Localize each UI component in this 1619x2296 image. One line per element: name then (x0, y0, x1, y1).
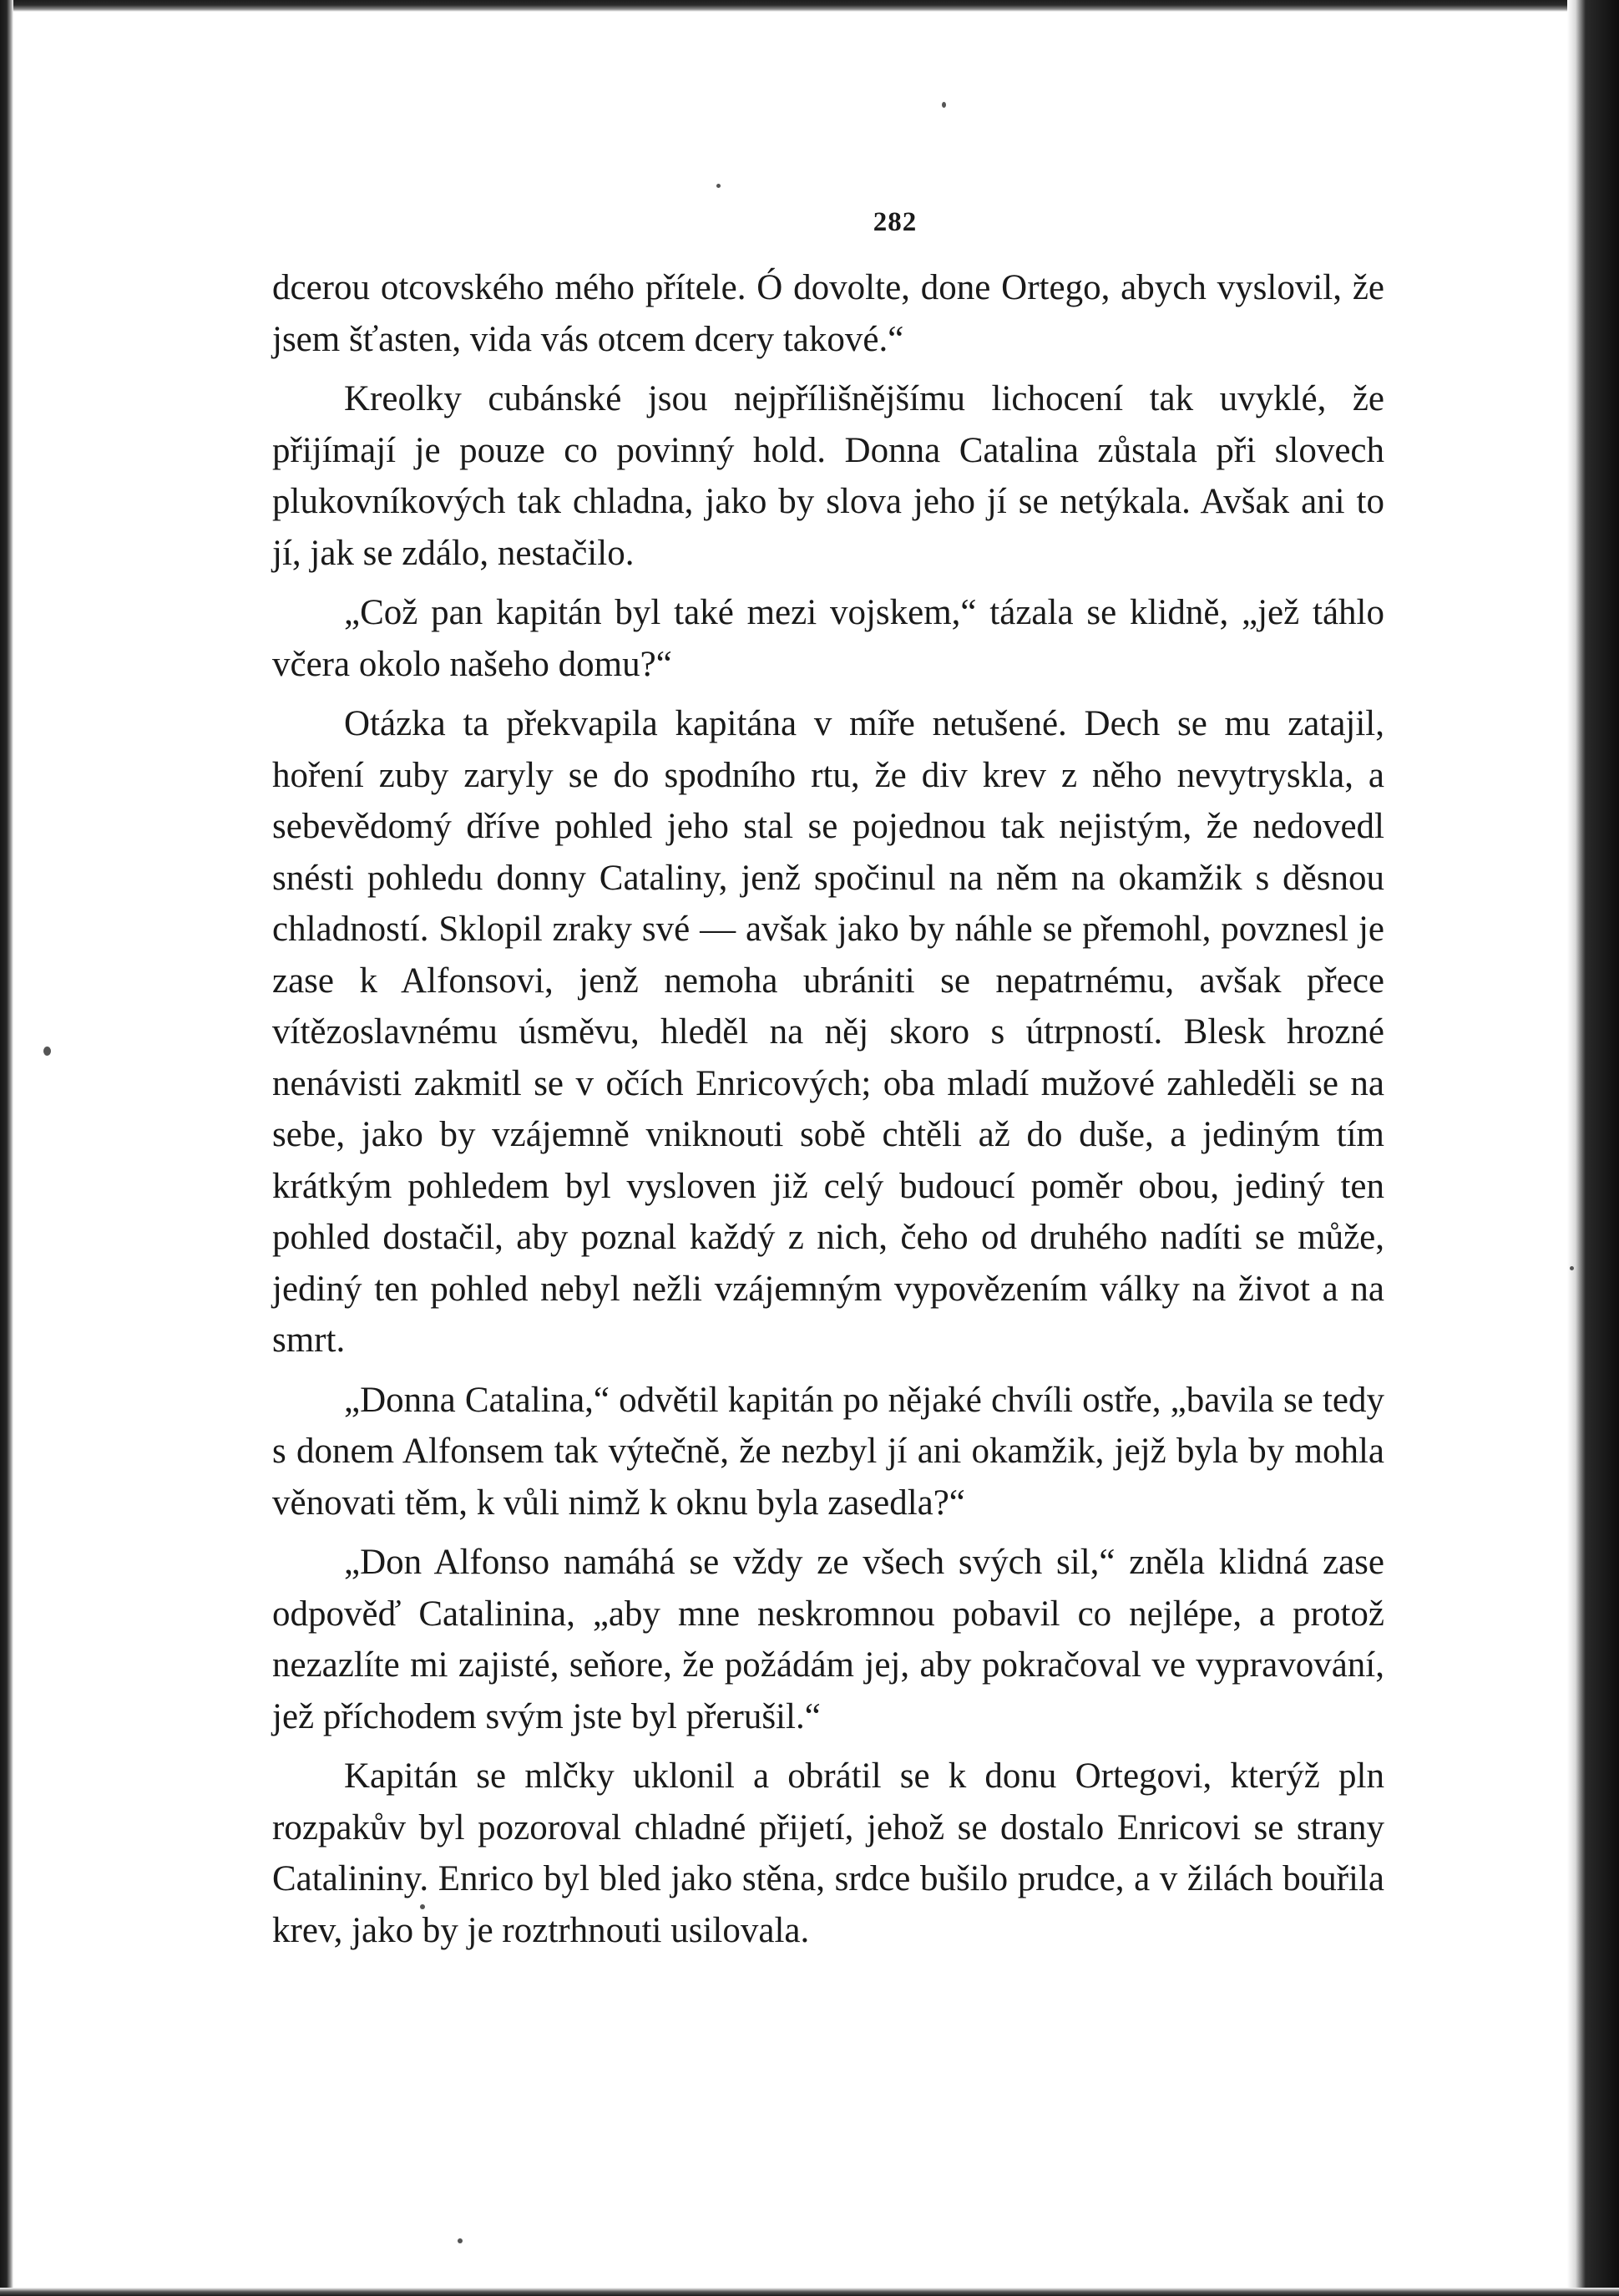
paragraph-6: „Don Alfonso namáhá se vždy ze všech svých sil,“ zněla klidná zase odpověď Catalinina, „aby mne neskromnou pobavil co nejlépe, a protož nezazlíte mi zajisté, seňore, že požádám jej, aby pokračoval ve vypravování, jež příchodem svým jste byl přerušil.“ (272, 1543, 1384, 1736)
paragraph-3: „Což pan kapitán byl také mezi vojskem,“ tázala se klidně, „jež táhlo včera okolo našeho domu?“ (272, 593, 1384, 684)
paragraph-4: Otázka ta překvapila kapitána v míře netušené. Dech se mu zatajil, hoření zuby zaryly se do spodního rtu, že div krev z něho nevytryskla, a sebevědomý dříve pohled jeho stal se pojednou tak nejistým, že nedovedl snésti pohledu donny Cataliny, jenž spočinul na něm na okamžik s děsnou chladností. Sklopil zraky své — avšak jako by náhle se přemohl, povznesl je zase k Alfonsovi, jenž nemoha ubrániti se nepatrnému, avšak přece vítězoslavnému úsměvu, hleděl na něj skoro s útrpností. Blesk hrozné nenávisti zakmitl se v očích Enricových; oba mladí mužové zahleděli se na sebe, jako by vzájemně vniknouti sobě chtěli až do duše, a jediným tím krátkým pohledem byl vysloven již celý budoucí poměr obou, jediný ten pohled dostačil, aby poznal každý z nich, čeho od druhého nadíti se může, jediný ten pohled nebyl nežli vzájemným vypovězením války na život a na smrt. (272, 704, 1384, 1360)
paragraph-1: dcerou otcovského mého přítele. Ó dovolte, done Ortego, abych vyslovil, že jsem šťasten, vida vás otcem dcery takové.“ (272, 268, 1384, 359)
page-number: 282 (873, 207, 918, 237)
scan-edge-bottom (0, 2288, 1619, 2296)
scan-edge-top (0, 0, 1619, 12)
book-page (272, 167, 1384, 1964)
scan-speck (942, 102, 946, 108)
scan-speck (1570, 1266, 1574, 1270)
scan-speck (458, 2238, 463, 2243)
paragraph-7: Kapitán se mlčky uklonil a obrátil se k donu Ortegovi, kterýž pln rozpakův byl pozoroval chladné přijetí, jehož se dostalo Enricovi se strany Catalininy. Enrico byl bled jako stěna, srdce bušilo prudce, a v žilách bouřila krev, jako by je roztrhnouti usilovala. (272, 1756, 1384, 1950)
paragraph-5: „Donna Catalina,“ odvětil kapitán po nějaké chvíli ostře, „bavila se tedy s donem Alfonsem tak výtečně, že nezbyl jí ani okamžik, jejž byla by mohla věnovati těm, k vůli nimž k oknu byla zasedla?“ (272, 1380, 1384, 1523)
scan-edge-left (0, 0, 13, 2296)
scan-speck (43, 1047, 51, 1056)
paragraph-2: Kreolky cubánské jsou nejpřílišnějšímu lichocení tak uvyklé, že přijímají je pouze co povinný hold. Donna Catalina zůstala při slovech plukovníkových tak chladna, jako by slova jeho jí se netýkala. Avšak ani to jí, jak se zdálo, nestačilo. (272, 379, 1384, 573)
scan-edge-right (1567, 0, 1619, 2296)
